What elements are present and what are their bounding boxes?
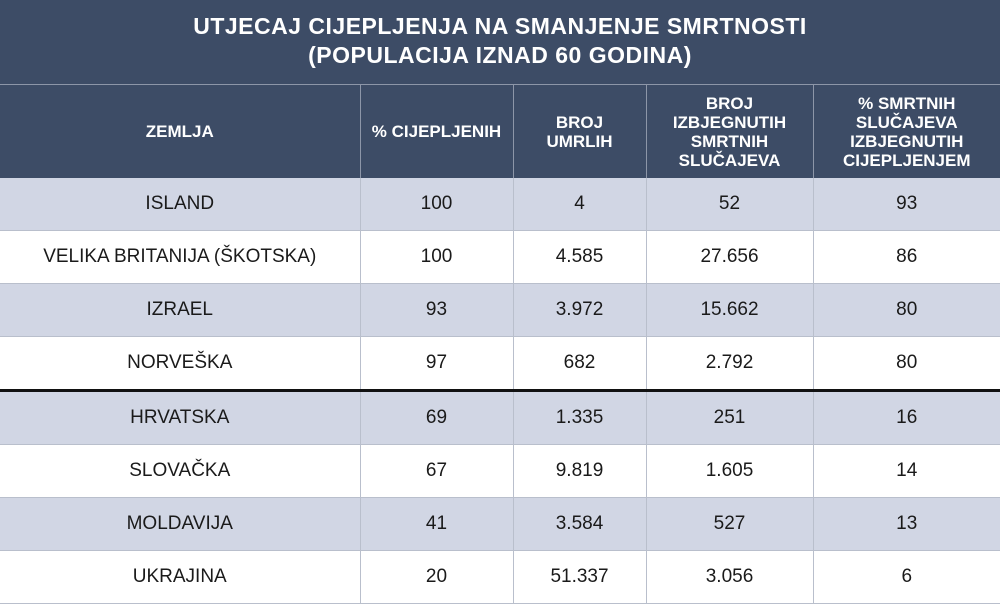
cell-vaccinated-percent: 69 <box>360 391 513 445</box>
cell-country: IZRAEL <box>0 284 360 337</box>
table-row <box>0 445 1000 498</box>
data-table <box>0 84 1000 604</box>
cell-avoided-percent: 14 <box>813 445 1000 498</box>
cell-deaths: 682 <box>513 337 646 391</box>
cell-country: UKRAJINA <box>0 551 360 604</box>
cell-avoided-deaths: 3.056 <box>646 551 813 604</box>
cell-avoided-percent: 86 <box>813 231 1000 284</box>
cell-vaccinated-percent: 67 <box>360 445 513 498</box>
cell-vaccinated-percent: 41 <box>360 498 513 551</box>
cell-vaccinated-percent: 97 <box>360 337 513 391</box>
cell-deaths: 1.335 <box>513 391 646 445</box>
cell-country: SLOVAČKA <box>0 445 360 498</box>
cell-vaccinated-percent: 93 <box>360 284 513 337</box>
table-row <box>0 178 1000 231</box>
table-row <box>0 337 1000 391</box>
cell-deaths: 4.585 <box>513 231 646 284</box>
cell-deaths: 9.819 <box>513 445 646 498</box>
column-header-country: ZEMLJA <box>0 85 360 179</box>
cell-avoided-deaths: 15.662 <box>646 284 813 337</box>
cell-avoided-percent: 80 <box>813 337 1000 391</box>
column-header-avoided-deaths: BROJ IZBJEGNUTIH SMRTNIH SLUČAJEVA <box>646 85 813 179</box>
cell-deaths: 51.337 <box>513 551 646 604</box>
cell-avoided-deaths: 251 <box>646 391 813 445</box>
cell-avoided-deaths: 27.656 <box>646 231 813 284</box>
cell-deaths: 3.584 <box>513 498 646 551</box>
cell-country: NORVEŠKA <box>0 337 360 391</box>
cell-avoided-percent: 93 <box>813 178 1000 231</box>
table-row <box>0 498 1000 551</box>
table-row <box>0 391 1000 445</box>
column-header-deaths: BROJ UMRLIH <box>513 85 646 179</box>
cell-vaccinated-percent: 20 <box>360 551 513 604</box>
table-row <box>0 231 1000 284</box>
table-row <box>0 551 1000 604</box>
cell-country: MOLDAVIJA <box>0 498 360 551</box>
cell-avoided-deaths: 2.792 <box>646 337 813 391</box>
column-header-vaccinated-percent: % CIJEPLJENIH <box>360 85 513 179</box>
table-row <box>0 284 1000 337</box>
column-header-avoided-percent: % SMRTNIH SLUČAJEVA IZBJEGNUTIH CIJEPLJENJEM <box>813 85 1000 179</box>
cell-country: VELIKA BRITANIJA (ŠKOTSKA) <box>0 231 360 284</box>
cell-avoided-deaths: 527 <box>646 498 813 551</box>
title-line-2: (POPULACIJA IZNAD 60 GODINA) <box>308 42 692 68</box>
cell-avoided-percent: 13 <box>813 498 1000 551</box>
title-line-1: UTJECAJ CIJEPLJENJA NA SMANJENJE SMRTNOSTI <box>193 13 807 39</box>
cell-avoided-deaths: 1.605 <box>646 445 813 498</box>
cell-country: ISLAND <box>0 178 360 231</box>
cell-avoided-percent: 6 <box>813 551 1000 604</box>
cell-avoided-percent: 80 <box>813 284 1000 337</box>
cell-country: HRVATSKA <box>0 391 360 445</box>
cell-deaths: 3.972 <box>513 284 646 337</box>
cell-vaccinated-percent: 100 <box>360 231 513 284</box>
cell-vaccinated-percent: 100 <box>360 178 513 231</box>
cell-avoided-deaths: 52 <box>646 178 813 231</box>
header-row <box>0 85 1000 179</box>
cell-avoided-percent: 16 <box>813 391 1000 445</box>
cell-deaths: 4 <box>513 178 646 231</box>
table-title <box>0 0 1000 84</box>
